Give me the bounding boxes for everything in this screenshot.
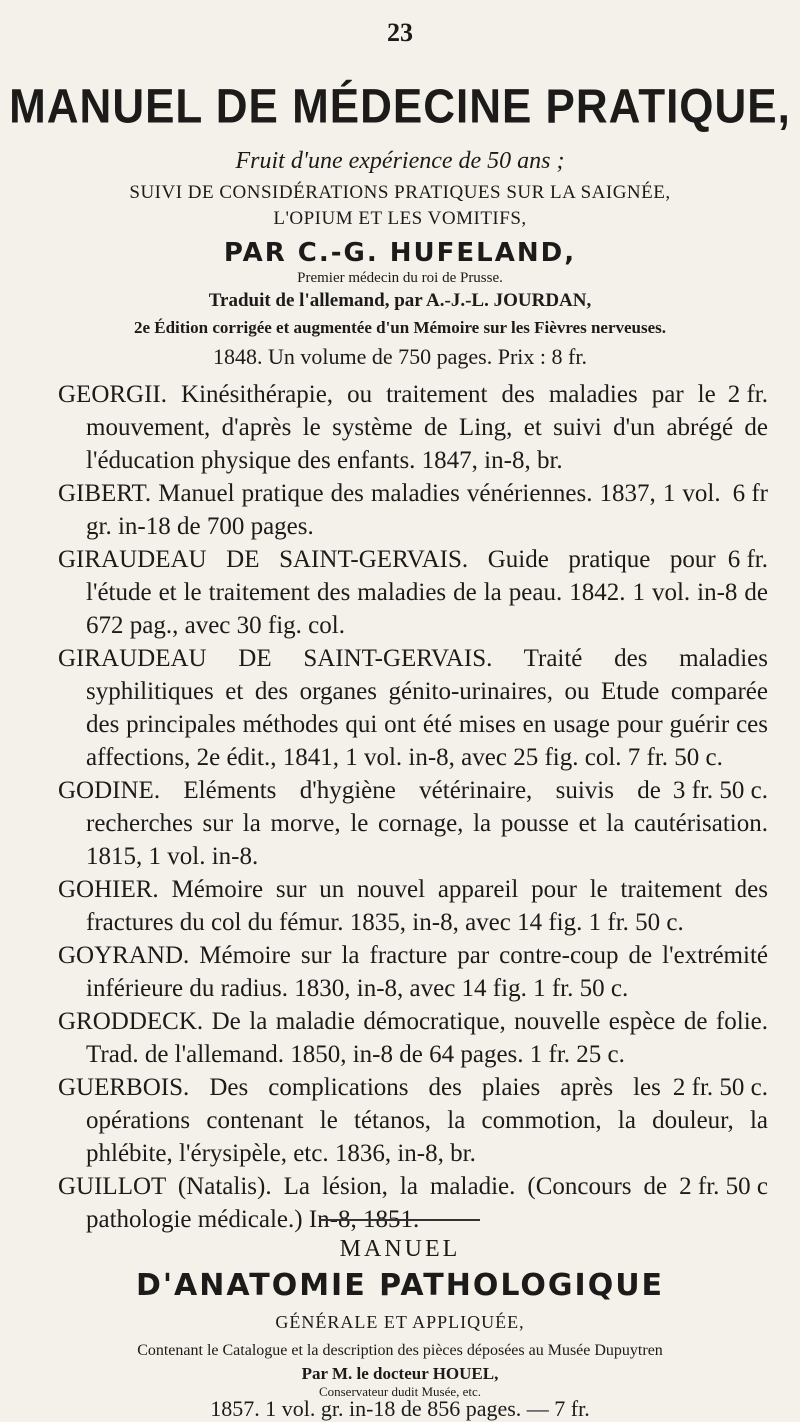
book-subtitle-2: [0, 180, 800, 232]
footer-subtitle: GÉNÉRALE ET APPLIQUÉE,: [275, 1312, 525, 1332]
entry-text: GUILLOT (Natalis). La lésion, la maladie. (Concours de pathologie médicale.) In-8, 1851.: [58, 1173, 668, 1233]
catalog-entry: [58, 873, 768, 939]
entry-text: GODINE. Eléments d'hygiène vétérinaire, suivis de recherches sur la morve, le cornage, la pousse et la cautérisation. 1815, 1 vol. in-8.: [58, 777, 768, 870]
entry-price: 2 fr.: [727, 381, 768, 408]
footer-publication-info: 1857. 1 vol. gr. in-18 de 856 pages. — 7 fr.: [210, 1396, 590, 1421]
entry-text: GRODDECK. De la maladie démocratique, nouvelle espèce de folie. Trad. de l'allemand. 1850, in-8 de 64 pages. 1 fr. 25 c.: [58, 1008, 768, 1068]
entry-price: 2 fr. 50 c: [679, 1173, 768, 1200]
catalog-entry: [58, 543, 768, 642]
entry-text: GIRAUDEAU DE SAINT-GERVAIS. Traité des maladies syphilitiques et des organes génito-urinaires, ou Etude comparée des principales méthodes qui ont été mises en usage pour guérir ces affections, 2e édit., 1841, 1 vol. in-8, avec 25 fig. col. 7 fr. 50 c.: [58, 645, 768, 771]
entry-price: 2 fr. 50 c.: [672, 1074, 768, 1101]
catalog-entry: [58, 477, 768, 543]
author-role: Premier médecin du roi de Prusse.: [297, 270, 503, 286]
entry-text: GIRAUDEAU DE SAINT-GERVAIS. Guide pratique pour l'étude et le traitement des maladies de la peau. 1842. 1 vol. in-8 de 672 pag., avec 30 fig. col.: [58, 546, 768, 639]
entry-price: 6 fr.: [727, 546, 768, 573]
book-title: MANUEL DE MÉDECINE PRATIQUE,: [9, 79, 791, 134]
catalog-entry: [58, 642, 768, 774]
footer-title-2: D'ANATOMIE PATHOLOGIQUE: [135, 1268, 665, 1303]
subtitle-line-2: L'OPIUM ET LES VOMITIFS,: [273, 208, 527, 229]
entry-price: 3 fr. 50 c.: [672, 777, 768, 804]
entry-text: GUERBOIS. Des complications des plaies après les opérations contenant le tétanos, la commotion, la douleur, la phlébite, l'érysipèle, etc. 1836, in-8, br.: [58, 1074, 768, 1167]
catalog-entry: [58, 1005, 768, 1071]
entry-price: 6 fr: [732, 480, 768, 507]
footer-author: Par M. le docteur HOUEL,: [301, 1364, 499, 1383]
entry-text: GOHIER. Mémoire sur un nouvel appareil pour le traitement des fractures du col du fémur. 1835, in-8, avec 14 fig. 1 fr. 50 c.: [58, 876, 768, 936]
publication-info: 1848. Un volume de 750 pages. Prix : 8 fr.: [213, 344, 587, 369]
catalog-entry: [58, 1071, 768, 1170]
section-divider: [320, 1219, 480, 1221]
subtitle-line-1: SUIVI DE CONSIDÉRATIONS PRATIQUES SUR LA SAIGNÉE,: [129, 182, 671, 203]
entry-text: GOYRAND. Mémoire sur la fracture par contre-coup de l'extrémité inférieure du radius. 1830, in-8, avec 14 fig. 1 fr. 50 c.: [58, 942, 768, 1002]
entry-text: GEORGII. Kinésithérapie, ou traitement des maladies par le mouvement, d'après le système de Ling, et suivi d'un abrégé de l'éducation physique des enfants. 1847, in-8, br.: [58, 381, 768, 474]
footer-title-1: MANUEL: [339, 1236, 461, 1262]
catalog-entry: [58, 378, 768, 477]
edition-note: 2e Édition corrigée et augmentée d'un Mémoire sur les Fièvres nerveuses.: [133, 318, 667, 337]
book-subtitle: Fruit d'une expérience de 50 ans ;: [235, 148, 565, 174]
catalog-entry: [58, 939, 768, 1005]
catalog-entry: [58, 1170, 768, 1236]
translator: Traduit de l'allemand, par A.-J.-L. JOURDAN,: [208, 290, 592, 311]
entry-text: GIBERT. Manuel pratique des maladies vénériennes. 1837, 1 vol. gr. in-18 de 700 pages.: [58, 480, 721, 540]
catalog-entries: [58, 378, 768, 1236]
footer-description: Contenant le Catalogue et la description des pièces déposées au Musée Dupuytren: [137, 1342, 663, 1359]
author: PAR C.-G. HUFELAND,: [223, 238, 577, 268]
catalog-entry: [58, 774, 768, 873]
footer-author-role: Conservateur dudit Musée, etc.: [318, 1384, 482, 1399]
page-number: 23: [387, 18, 413, 47]
